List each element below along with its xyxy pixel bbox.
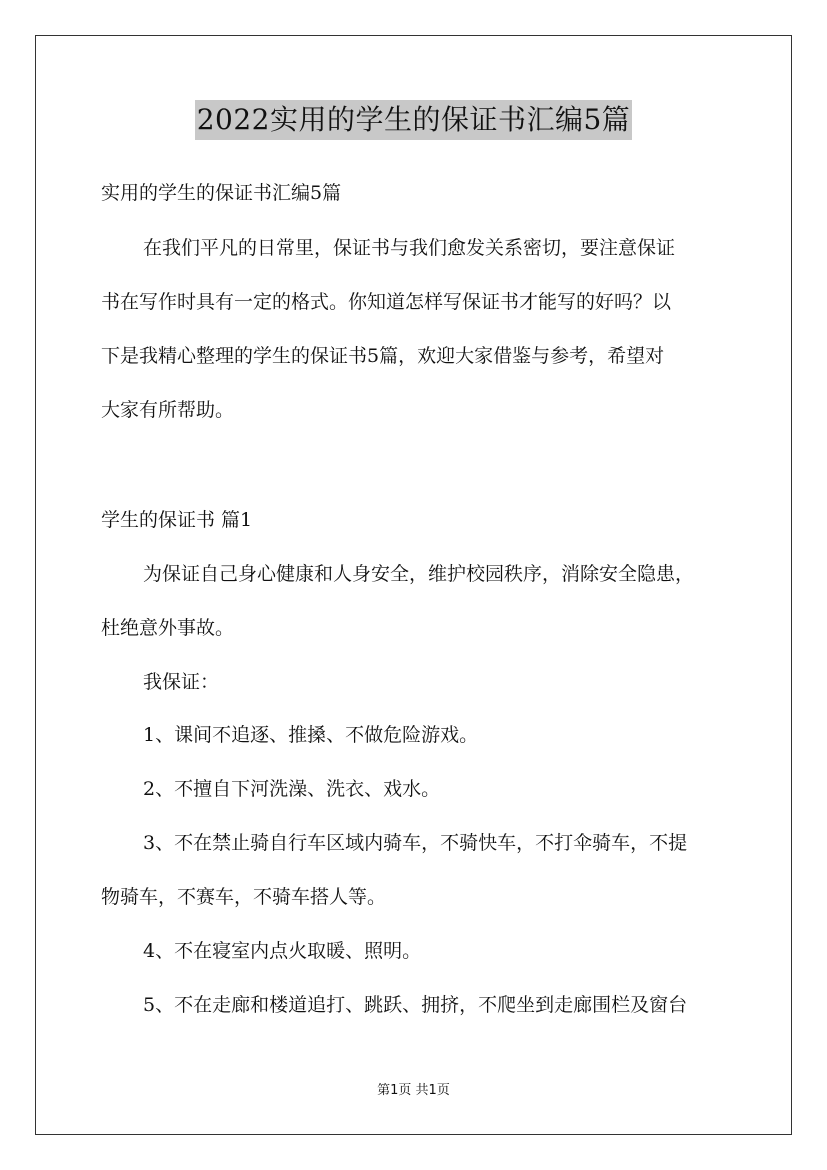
pledge-item: 4、不在寝室内点火取暖、照明。 [143, 940, 422, 962]
pledge-item: 5、不在走廊和楼道追打、跳跃、拥挤，不爬坐到走廊围栏及窗台 [143, 994, 688, 1016]
section-heading: 学生的保证书 篇1 [101, 509, 253, 531]
pledge-label: 我保证： [143, 671, 220, 693]
pledge-item: 3、不在禁止骑自行车区域内骑车，不骑快车，不打伞骑车，不提 [143, 832, 688, 854]
intro-line: 在我们平凡的日常里，保证书与我们愈发关系密切，要注意保证 [143, 237, 676, 259]
page-footer: 第1页 共1页 [377, 1083, 450, 1098]
pledge-item: 1、课间不追逐、推搡、不做危险游戏。 [143, 724, 479, 746]
intro-line: 下是我精心整理的学生的保证书5篇，欢迎大家借鉴与参考，希望对 [101, 345, 665, 367]
intro-line: 大家有所帮助。 [101, 399, 235, 421]
paragraph-line: 为保证自己身心健康和人身安全，维护校园秩序，消除安全隐患， [143, 563, 695, 585]
document-subtitle: 实用的学生的保证书汇编5篇 [101, 182, 342, 204]
pledge-item-continuation: 物骑车，不赛车，不骑车搭人等。 [101, 886, 387, 908]
title-container [0, 100, 827, 140]
paragraph-line: 杜绝意外事故。 [101, 617, 235, 639]
intro-line: 书在写作时具有一定的格式。你知道怎样写保证书才能写的好吗？以 [101, 291, 672, 313]
document-title: 2022实用的学生的保证书汇编5篇 [195, 100, 633, 140]
pledge-item: 2、不擅自下河洗澡、洗衣、戏水。 [143, 778, 441, 800]
